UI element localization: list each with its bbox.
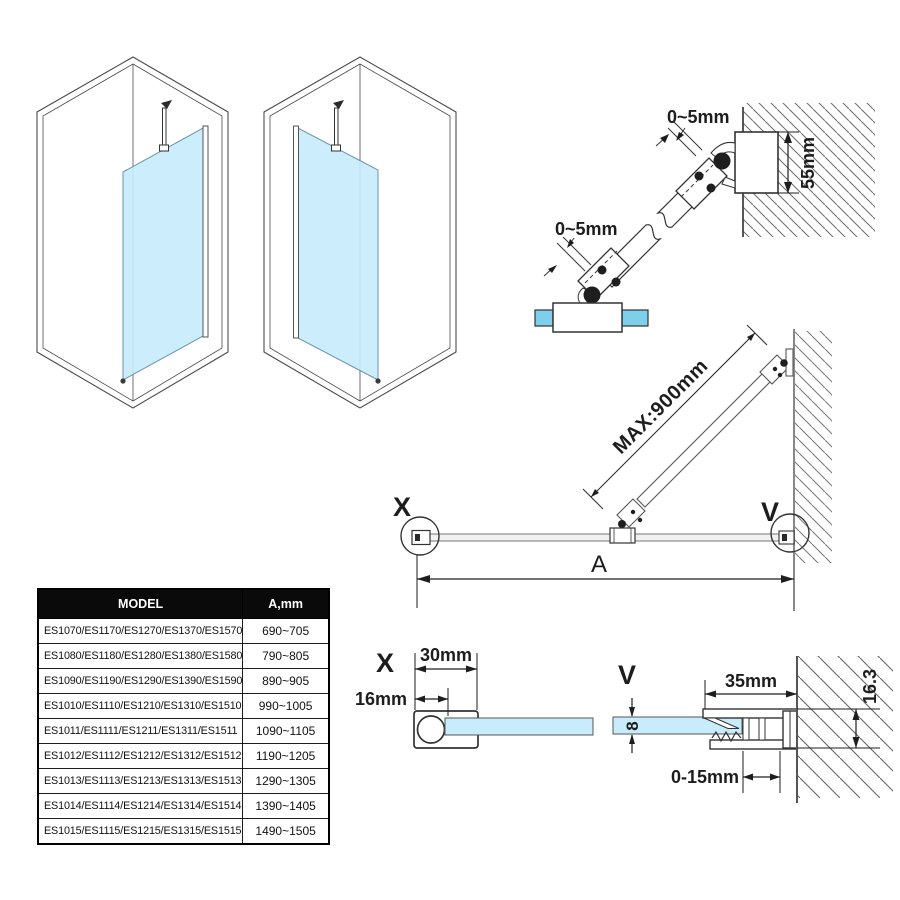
table-row	[38, 644, 329, 669]
a-mm-column-header: A,mm	[243, 589, 329, 619]
detail-x	[355, 645, 593, 748]
upper-gap-label: 0~5mm	[667, 107, 730, 127]
upper-swivel-bracket	[676, 142, 735, 209]
table-row	[38, 719, 329, 744]
floor-foot	[375, 378, 380, 383]
brace-max-label: MAX:900mm	[608, 354, 713, 459]
profile-details	[340, 638, 895, 828]
a-mm-cell: 1190~1205	[243, 744, 329, 769]
screw-dot	[707, 184, 716, 193]
wall-end-cap	[779, 531, 794, 544]
model-table	[37, 588, 330, 845]
model-cell: ES1080/ES1180/ES1280/ES1380/ES1580	[38, 644, 243, 669]
detail-x-label: X	[376, 648, 395, 678]
table-header-row	[38, 589, 329, 619]
glass-panel	[296, 127, 378, 380]
model-cell: ES1070/ES1170/ES1270/ES1370/ES1570	[38, 619, 243, 644]
model-cell: ES1090/ES1190/ES1290/ES1390/ES1590	[38, 669, 243, 694]
model-cell: ES1013/ES1113/ES1213/ES1313/ES1513	[38, 769, 243, 794]
table-row	[38, 694, 329, 719]
wall-profile	[203, 126, 208, 337]
tube-offset-label: 16mm	[354, 689, 407, 709]
detail-label-v: V	[761, 497, 780, 527]
screw-dot	[778, 373, 782, 377]
glass-panel-plan	[417, 534, 794, 541]
detail-v-label: V	[618, 660, 637, 690]
adjustment-dimension	[743, 751, 780, 793]
screw-dot	[598, 266, 607, 275]
ceiling-support-bar	[160, 100, 173, 151]
a-mm-cell: 1290~1305	[243, 769, 329, 794]
table-row	[38, 769, 329, 794]
a-mm-cell: 690~705	[243, 619, 329, 644]
screw-dot	[631, 510, 635, 514]
screw-dot	[695, 172, 704, 181]
glass-panel	[123, 127, 205, 380]
detail-v	[613, 656, 893, 803]
model-table-body	[38, 619, 329, 845]
model-cell: ES1015/ES1115/ES1215/ES1315/ES1515	[38, 819, 243, 845]
support-tube	[637, 365, 779, 507]
floor-foot	[120, 378, 125, 383]
table-row	[38, 619, 329, 644]
profile-width-label: 30mm	[419, 645, 473, 665]
model-column-header: MODEL	[38, 589, 243, 619]
pivot-dot	[714, 153, 731, 170]
model-cell: ES1011/ES1111/ES1211/ES1311/ES1511	[38, 719, 243, 744]
plate-height-label: 55mm	[798, 136, 818, 190]
free-end-cap	[412, 531, 430, 545]
plan-view	[383, 323, 895, 615]
detail-label-x: X	[393, 492, 412, 522]
pivot-dot	[584, 287, 601, 304]
table-row	[38, 744, 329, 769]
lower-cut-marks	[544, 237, 591, 276]
a-mm-cell: 990~1005	[243, 694, 329, 719]
screw-dot	[638, 518, 642, 522]
table-row	[38, 669, 329, 694]
a-mm-cell: 790~805	[243, 644, 329, 669]
profile-tube-hole	[418, 716, 445, 743]
model-cell: ES1012/ES1112/ES1212/ES1312/ES1512	[38, 744, 243, 769]
profile-height-label: 16.3	[860, 668, 880, 704]
wall-mounting-plate	[735, 132, 778, 193]
a-mm-cell: 1090~1105	[243, 719, 329, 744]
glass-strip	[445, 718, 593, 735]
table-row	[38, 819, 329, 845]
pivot-dot	[618, 520, 626, 528]
pivot-dot	[780, 359, 788, 367]
profile-width-label: 35mm	[724, 671, 778, 691]
adjustment-label: 0-15mm	[670, 767, 739, 787]
a-mm-cell: 1490~1505	[243, 819, 329, 845]
wall-profile	[294, 126, 299, 338]
lower-gap-label: 0~5mm	[555, 219, 618, 239]
glass-thickness-label: 8	[623, 721, 642, 731]
screw-dot	[773, 367, 777, 371]
ceiling-support-bar	[332, 100, 345, 151]
upper-cut-marks	[656, 122, 702, 156]
a-mm-cell: 890~905	[243, 669, 329, 694]
brace-dimension	[583, 325, 767, 509]
table-row	[38, 794, 329, 819]
span-label: A	[590, 551, 608, 578]
a-mm-cell: 1390~1405	[243, 794, 329, 819]
model-cell: ES1014/ES1114/ES1214/ES1314/ES1514	[38, 794, 243, 819]
model-cell: ES1010/ES1110/ES1210/ES1310/ES1510	[38, 694, 243, 719]
screw-dot	[612, 278, 621, 287]
wall-hatch	[794, 331, 832, 563]
